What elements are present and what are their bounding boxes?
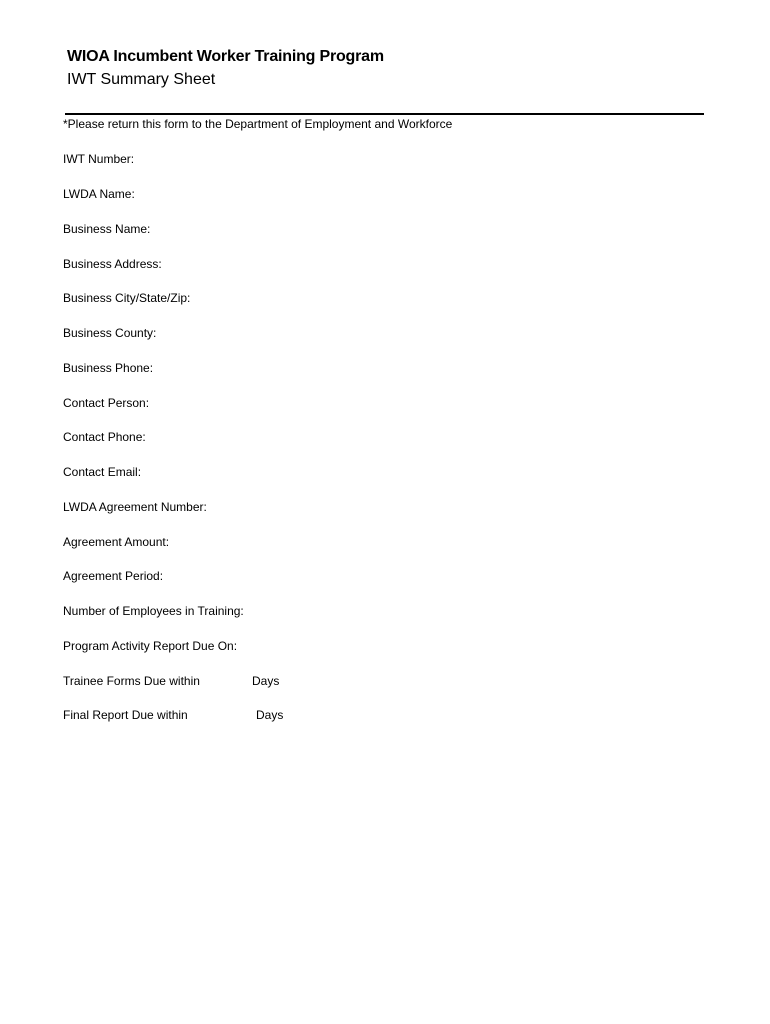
header-divider — [65, 113, 704, 115]
field-agreement-amount: Agreement Amount: — [63, 535, 170, 549]
field-final-report-due: Final Report Due within — [63, 708, 188, 722]
field-lwda-agreement-number: LWDA Agreement Number: — [63, 500, 207, 514]
trainee-forms-days-label: Days — [252, 674, 280, 688]
field-contact-email: Contact Email: — [63, 465, 142, 479]
field-agreement-period: Agreement Period: — [63, 569, 164, 583]
field-business-phone: Business Phone: — [63, 361, 154, 375]
field-contact-phone: Contact Phone: — [63, 430, 146, 444]
field-lwda-name: LWDA Name: — [63, 187, 135, 201]
field-iwt-number: IWT Number: — [63, 152, 135, 166]
field-program-activity-report-due: Program Activity Report Due On: — [63, 639, 238, 653]
field-contact-person: Contact Person: — [63, 396, 150, 410]
field-business-address: Business Address: — [63, 257, 162, 271]
field-employees-in-training: Number of Employees in Training: — [63, 604, 244, 618]
field-business-county: Business County: — [63, 326, 157, 340]
return-instructions: *Please return this form to the Department of Employment and Workforce — [63, 117, 453, 131]
field-business-name: Business Name: — [63, 222, 151, 236]
field-trainee-forms-due: Trainee Forms Due within — [63, 674, 200, 688]
form-subtitle: IWT Summary Sheet — [67, 71, 216, 88]
field-business-city-state-zip: Business City/State/Zip: — [63, 291, 191, 305]
final-report-days-label: Days — [256, 708, 284, 722]
form-title: WIOA Incumbent Worker Training Program — [67, 48, 384, 65]
